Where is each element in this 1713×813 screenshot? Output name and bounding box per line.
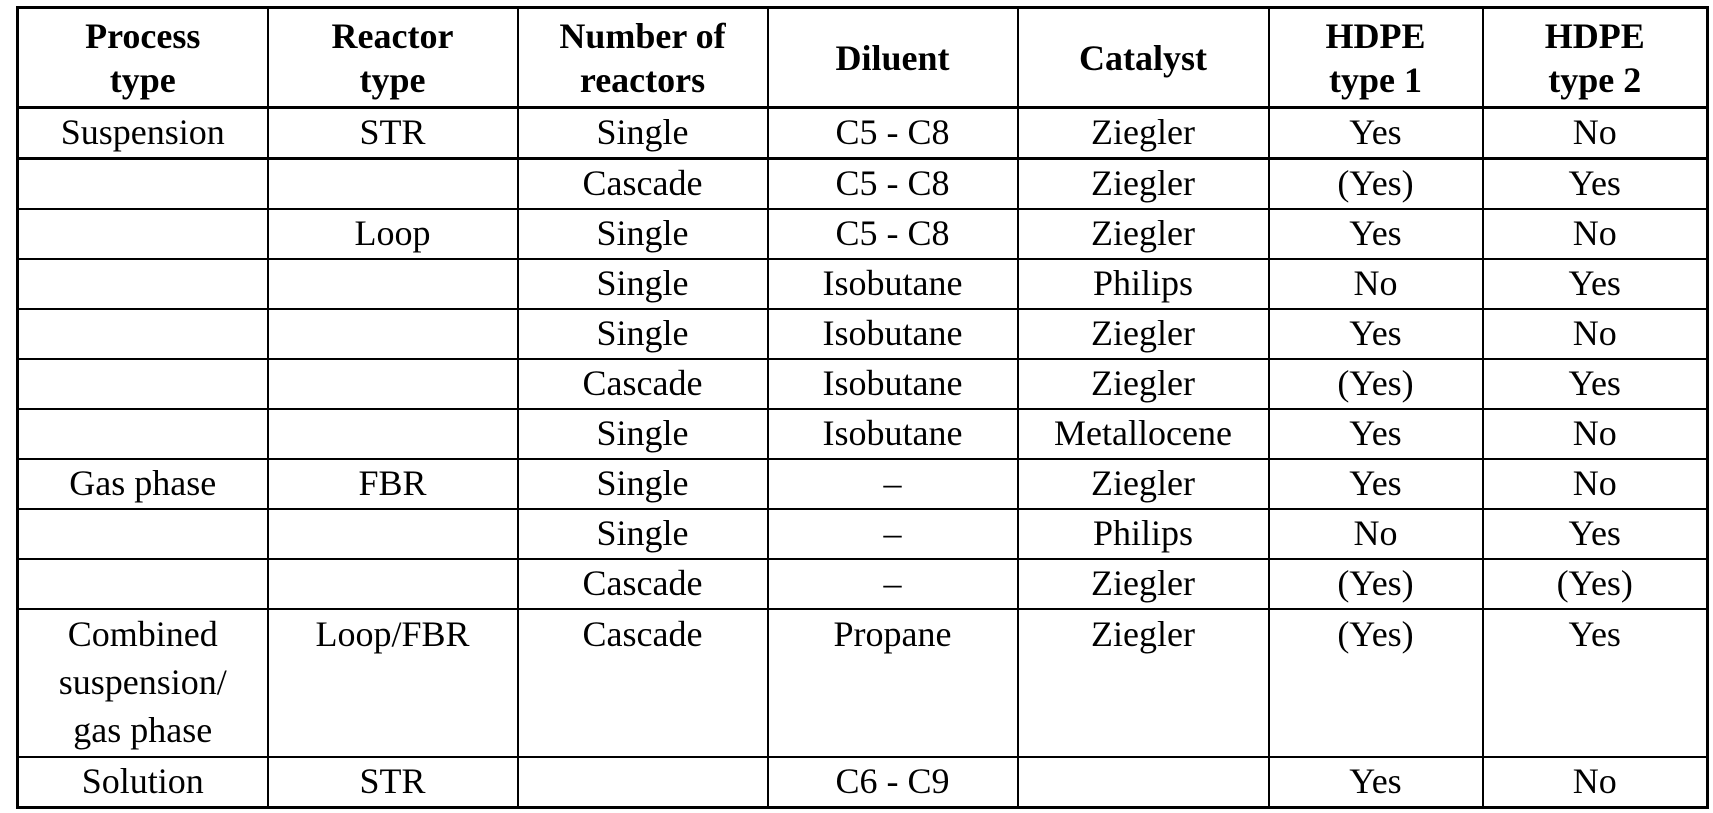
cell-reactor-type [268, 159, 518, 210]
cell-catalyst: Ziegler [1018, 159, 1269, 210]
cell-number-of-reactors: Single [518, 409, 768, 459]
header-hdpe-type-1 [1269, 8, 1483, 108]
cell-process-type [18, 609, 268, 757]
cell-process-type [18, 559, 268, 609]
header-line: Process [85, 15, 201, 56]
cell-process-type [18, 309, 268, 359]
cell-number-of-reactors: Cascade [518, 609, 768, 757]
cell-diluent: Isobutane [768, 359, 1018, 409]
header-process-type [18, 8, 268, 108]
cell-line: Combined [67, 614, 218, 654]
cell-hdpe-type-1: Yes [1269, 409, 1483, 459]
cell-diluent: – [768, 509, 1018, 559]
table-row [18, 409, 1708, 459]
cell-hdpe-type-1: (Yes) [1269, 359, 1483, 409]
cell-line: suspension/ [58, 662, 227, 702]
cell-number-of-reactors [518, 757, 768, 808]
cell-reactor-type [268, 309, 518, 359]
cell-catalyst: Ziegler [1018, 559, 1269, 609]
cell-number-of-reactors: Single [518, 459, 768, 509]
cell-reactor-type [268, 559, 518, 609]
cell-hdpe-type-1: No [1269, 259, 1483, 309]
cell-process-type: Solution [18, 757, 268, 808]
table-row [18, 108, 1708, 159]
header-row [18, 8, 1708, 108]
cell-number-of-reactors: Single [518, 259, 768, 309]
cell-process-type: Gas phase [18, 459, 268, 509]
cell-process-type: Suspension [18, 108, 268, 159]
cell-diluent: Isobutane [768, 309, 1018, 359]
cell-reactor-type [268, 409, 518, 459]
cell-reactor-type: Loop/FBR [268, 609, 518, 757]
cell-reactor-type: Loop [268, 209, 518, 259]
table-row [18, 209, 1708, 259]
table-row [18, 159, 1708, 210]
header-diluent [768, 8, 1018, 108]
cell-hdpe-type-2: No [1483, 459, 1708, 509]
cell-catalyst: Ziegler [1018, 309, 1269, 359]
header-line: type 1 [1329, 59, 1422, 100]
header-reactor-type [268, 8, 518, 108]
cell-diluent: C5 - C8 [768, 209, 1018, 259]
cell-catalyst: Ziegler [1018, 609, 1269, 757]
cell-catalyst: Ziegler [1018, 108, 1269, 159]
cell-hdpe-type-2: Yes [1483, 359, 1708, 409]
header-line: HDPE [1325, 15, 1426, 56]
table-row [18, 309, 1708, 359]
cell-reactor-type [268, 509, 518, 559]
cell-hdpe-type-1: Yes [1269, 209, 1483, 259]
cell-number-of-reactors: Single [518, 108, 768, 159]
cell-reactor-type [268, 259, 518, 309]
table-row [18, 559, 1708, 609]
cell-hdpe-type-2: No [1483, 409, 1708, 459]
cell-diluent: C5 - C8 [768, 108, 1018, 159]
header-line: Reactor [331, 15, 454, 56]
cell-process-type [18, 209, 268, 259]
table-row [18, 259, 1708, 309]
cell-reactor-type [268, 359, 518, 409]
header-line: type [109, 59, 176, 100]
header-number-of-reactors [518, 8, 768, 108]
cell-hdpe-type-1: Yes [1269, 757, 1483, 808]
cell-process-type [18, 359, 268, 409]
cell-diluent: Isobutane [768, 259, 1018, 309]
cell-hdpe-type-1: Yes [1269, 309, 1483, 359]
cell-process-type [18, 259, 268, 309]
cell-hdpe-type-1: (Yes) [1269, 559, 1483, 609]
cell-hdpe-type-1: No [1269, 509, 1483, 559]
header-line: type 2 [1548, 59, 1642, 100]
cell-hdpe-type-1: Yes [1269, 108, 1483, 159]
table-row [18, 459, 1708, 509]
cell-diluent: C6 - C9 [768, 757, 1018, 808]
table-row [18, 609, 1708, 757]
header-line: HDPE [1544, 15, 1645, 56]
cell-hdpe-type-2: Yes [1483, 159, 1708, 210]
header-line: reactors [579, 59, 706, 100]
cell-hdpe-type-2: No [1483, 757, 1708, 808]
cell-catalyst: Metallocene [1018, 409, 1269, 459]
header-line: Diluent [835, 37, 950, 78]
cell-catalyst: Philips [1018, 259, 1269, 309]
header-line: type [359, 59, 426, 100]
cell-reactor-type: STR [268, 757, 518, 808]
cell-catalyst: Ziegler [1018, 459, 1269, 509]
cell-catalyst [1018, 757, 1269, 808]
table-row [18, 359, 1708, 409]
cell-line: gas phase [73, 710, 213, 750]
cell-hdpe-type-2: (Yes) [1483, 559, 1708, 609]
cell-process-type [18, 509, 268, 559]
cell-number-of-reactors: Cascade [518, 159, 768, 210]
header-hdpe-type-2 [1483, 8, 1708, 108]
cell-hdpe-type-2: Yes [1483, 259, 1708, 309]
cell-catalyst: Ziegler [1018, 359, 1269, 409]
hdpe-process-table [16, 6, 1709, 809]
cell-hdpe-type-1: (Yes) [1269, 159, 1483, 210]
cell-number-of-reactors: Cascade [518, 559, 768, 609]
cell-hdpe-type-2: No [1483, 309, 1708, 359]
cell-number-of-reactors: Single [518, 209, 768, 259]
cell-catalyst: Ziegler [1018, 209, 1269, 259]
cell-diluent: – [768, 459, 1018, 509]
cell-number-of-reactors: Single [518, 509, 768, 559]
cell-hdpe-type-2: Yes [1483, 609, 1708, 757]
cell-hdpe-type-2: No [1483, 209, 1708, 259]
cell-diluent: Propane [768, 609, 1018, 757]
cell-hdpe-type-2: Yes [1483, 509, 1708, 559]
table-row [18, 757, 1708, 808]
cell-hdpe-type-2: No [1483, 108, 1708, 159]
table-row [18, 509, 1708, 559]
cell-catalyst: Philips [1018, 509, 1269, 559]
cell-hdpe-type-1: (Yes) [1269, 609, 1483, 757]
header-catalyst [1018, 8, 1269, 108]
header-line: Catalyst [1079, 37, 1207, 78]
cell-diluent: Isobutane [768, 409, 1018, 459]
cell-reactor-type: FBR [268, 459, 518, 509]
cell-reactor-type: STR [268, 108, 518, 159]
cell-hdpe-type-1: Yes [1269, 459, 1483, 509]
cell-process-type [18, 409, 268, 459]
cell-diluent: C5 - C8 [768, 159, 1018, 210]
cell-diluent: – [768, 559, 1018, 609]
cell-number-of-reactors: Single [518, 309, 768, 359]
header-line: Number of [559, 15, 726, 56]
cell-process-type [18, 159, 268, 210]
cell-number-of-reactors: Cascade [518, 359, 768, 409]
